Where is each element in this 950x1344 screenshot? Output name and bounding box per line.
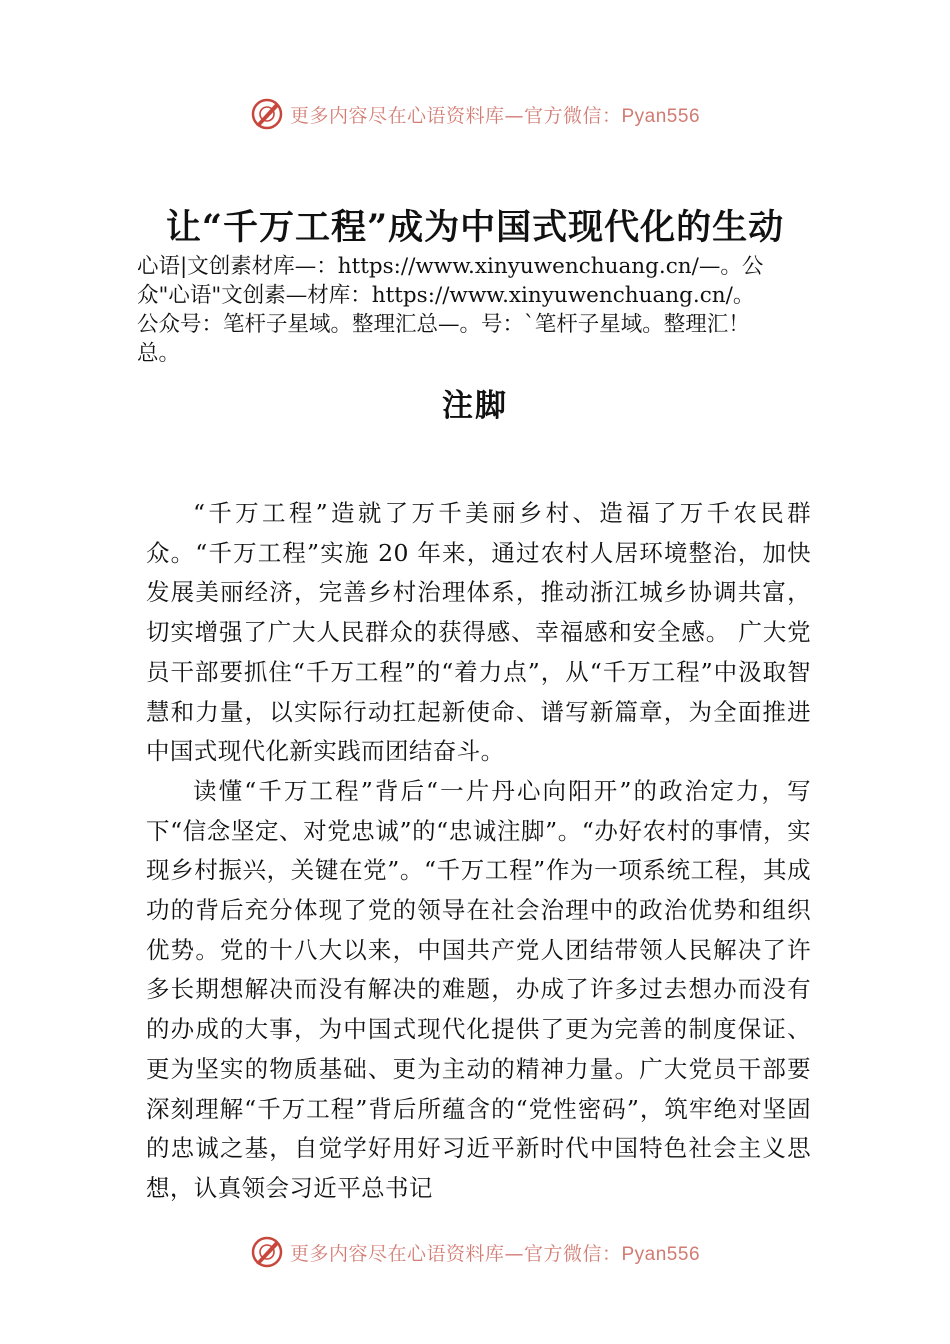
watermark-text: 更多内容尽在心语资料库—官方微信：Pyan556	[289, 1242, 701, 1265]
watermark-text: 更多内容尽在心语资料库—官方微信：Pyan556	[289, 104, 701, 127]
footer-watermark-banner	[0, 1232, 950, 1272]
brush-logo-icon	[250, 97, 284, 131]
source-note-line: 公众号：笔杆子星域。整理汇总—。号：`笔杆子星域。整理汇！	[137, 312, 750, 337]
document-title: 让“千万工程”成为中国式现代化的生动	[165, 207, 785, 248]
document-body	[146, 494, 811, 1209]
wechat-id: Pyan556	[621, 1243, 701, 1265]
source-notes	[137, 252, 867, 368]
brush-logo-icon	[250, 1235, 284, 1269]
header-watermark-banner	[0, 94, 950, 134]
document-subtitle: 注脚	[442, 388, 508, 424]
source-note-line: 总。	[137, 341, 181, 366]
source-note-line: 众"心语"文创素—材库：https://www.xinyuwenchuang.cn/。	[137, 283, 755, 308]
wechat-id: Pyan556	[621, 105, 701, 127]
body-paragraph: 读懂“千万工程”背后“一片丹心向阳开”的政治定力，写下“信念坚定、对党忠诚”的“忠诚注脚”。“办好农村的事情，实现乡村振兴，关键在党”。“千万工程”作为一项系统工程，其成功的背后充分体现了党的领导在社会治理中的政治优势和组织优势。党的十八大以来，中国共产党人团结带领人民解决了许多长期想解决而没有解决的难题，办成了许多过去想办而没有的办成的大事，为中国式现代化提供了更为完善的制度保证、更为坚实的物质基础、更为主动的精神力量。广大党员干部要深刻理解“千万工程”背后所蕴含的“党性密码”，筑牢绝对坚固的忠诚之基，自觉学好用好习近平新时代中国特色社会主义思想，认真领会习近平总书记	[146, 776, 811, 1202]
source-note-line: 心语|文创素材库—：https://www.xinyuwenchuang.cn/—。公	[137, 254, 764, 279]
body-paragraph: “千万工程”造就了万千美丽乡村、造福了万千农民群众。“千万工程”实施 20 年来，通过农村人居环境整治，加快发展美丽经济，完善乡村治理体系，推动浙江城乡协调共富，切实增强了广大人民群众的获得感、幸福感和安全感。 广大党员干部要抓住“千万工程”的“着力点”，从“千万工程”中汲取智慧和力量，以实际行动扛起新使命、谱写新篇章，为全面推进中国式现代化新实践而团结奋斗。	[146, 499, 811, 766]
